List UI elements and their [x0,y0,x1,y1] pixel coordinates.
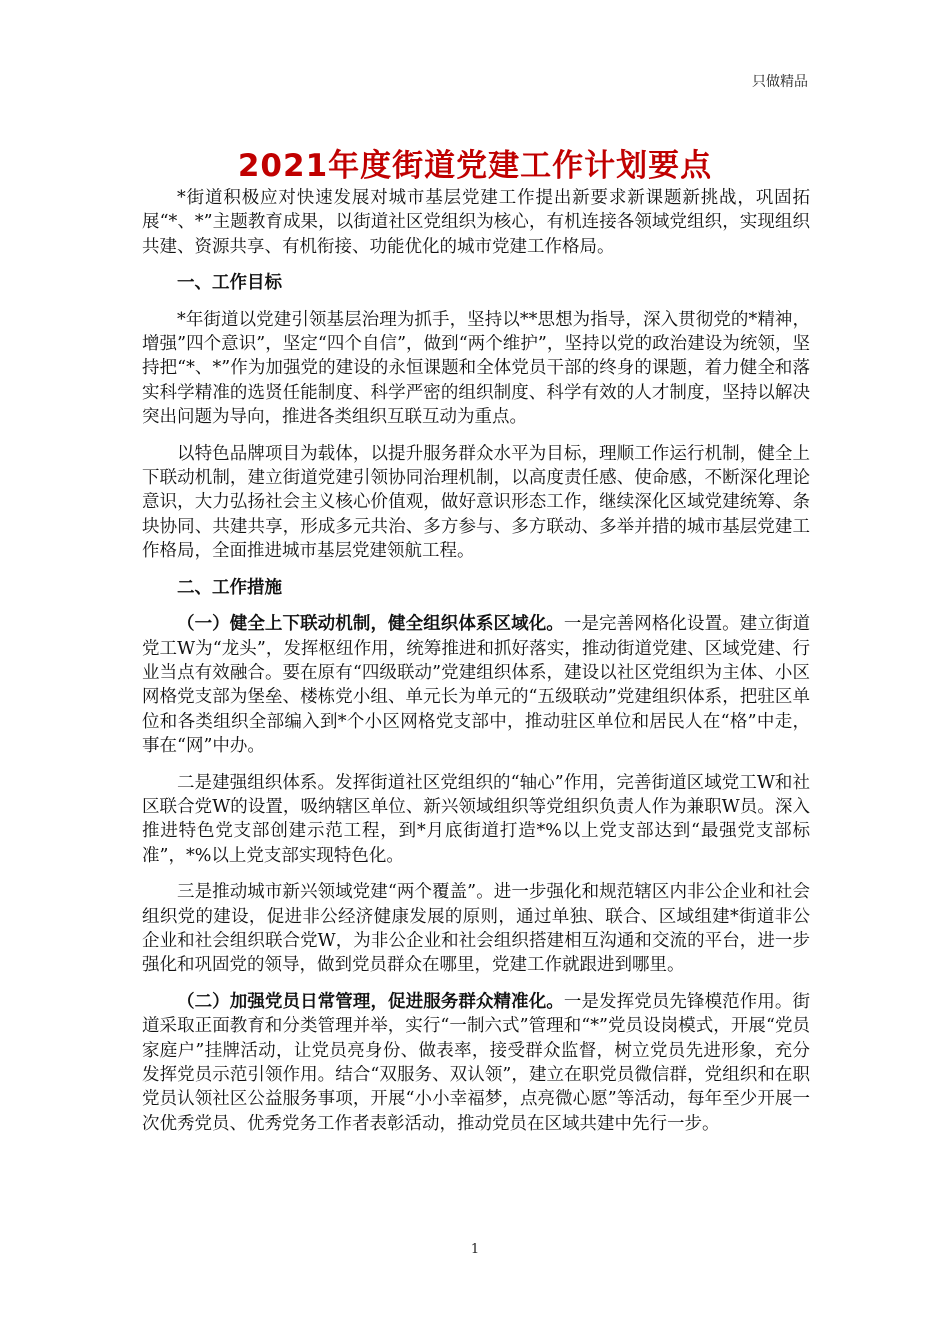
document-body [142,186,810,1148]
measure-2-paragraph [142,990,810,1136]
section-heading-goals: 一、工作目标 [177,273,282,294]
measure-1-text: 一是完善网格化设置。建立街道党工W为“龙头”，发挥枢纽作用，统筹推进和抓好落实，推动街道党建、区域党建、行业当点有效融合。要在原有“四级联动”党建组织体系，建设以社区党组织为主体、小区网格党支部为堡垒、楼栋党小组、单元长为单元的“五级联动”党建组织体系，把驻区单位和各类组织全部编入到*个小区网格党支部中，推动驻区单位和居民人在“格”中走，事在“网”中办。 [142,614,811,757]
page-header: 只做精品 [752,74,808,90]
goal-paragraph-2: 以特色品牌项目为载体，以提升服务群众水平为目标，理顺工作运行机制，健全上下联动机制，建立街道党建引领协同治理机制，以高度责任感、使命感，不断深化理论意识，大力弘扬社会主义核心价值观，做好意识形态工作，继续深化区域党建统筹、条块协同、共建共享，形成多元共治、多方参与、多方联动、多举并措的城市基层党建工作格局，全面推进城市基层党建领航工程。 [142,443,810,562]
measure-1-paragraph [142,612,810,758]
measure-2-text: 一是发挥党员先锋模范作用。街道采取正面教育和分类管理并举，实行“一制六式”管理和“*”党员设岗模式，开展“党员家庭户”挂牌活动，让党员亮身份、做表率，接受群众监督，树立党员先进形象，充分发挥党员示范引领作用。结合“双服务、双认领”，建立在职党员微信群，党组织和在职党员认领社区公益服务事项，开展“小小幸福梦，点亮微心愿”等活动，每年至少开展一次优秀党员、优秀党务工作者表彰活动，推动党员在区域共建中先行一步。 [142,991,811,1134]
goal-paragraph-1: *年街道以党建引领基层治理为抓手，坚持以**思想为指导，深入贯彻党的*精神，增强”四个意识”，坚定“四个自信”，做到“两个维护”，坚持以党的政治建设为统领，坚持把“*、*”作为加强党的建设的永恒课题和全体党员干部的终身的课题，着力健全和落实科学精准的选贤任能制度、科学严密的组织制度、科学有效的人才制度，坚持以解决突出问题为导向，推进各类组织互联互动为重点。 [142,309,810,428]
document-title: 2021年度街道党建工作计划要点 [237,148,713,184]
page-number: 1 [470,1242,480,1257]
measure-2-heading: （二）加强党员日常管理，促进服务群众精准化。 [177,991,564,1012]
measure-1-paragraph-3: 三是推动城市新兴领域党建“两个覆盖”。进一步强化和规范辖区内非公企业和社会组织党的建设，促进非公经济健康发展的原则，通过单独、联合、区域组建*街道非公企业和社会组织联合党W，为非公企业和社会组织搭建相互沟通和交流的平台，进一步强化和巩固党的领导，做到党员群众在哪里，党建工作就跟进到哪里。 [142,882,810,976]
measure-1-paragraph-2: 二是建强组织体系。发挥街道社区党组织的“轴心”作用，完善街道区域党工W和社区联合党W的设置，吸纳辖区单位、新兴领域组织等党组织负责人作为兼职W员。深入推进特色党支部创建示范工程，到*月底街道打造*%以上党支部达到“最强党支部标准”，*%以上党支部实现特色化。 [142,772,810,866]
section-heading-measures: 二、工作措施 [177,577,282,598]
intro-paragraph: *街道积极应对快速发展对城市基层党建工作提出新要求新课题新挑战，巩固拓展“*、*”主题教育成果，以街道社区党组织为核心，有机连接各领域党组织，实现组织共建、资源共享、有机衔接、功能优化的城市党建工作格局。 [142,188,810,257]
measure-1-heading: （一）健全上下联动机制，健全组织体系区域化。 [177,614,564,635]
